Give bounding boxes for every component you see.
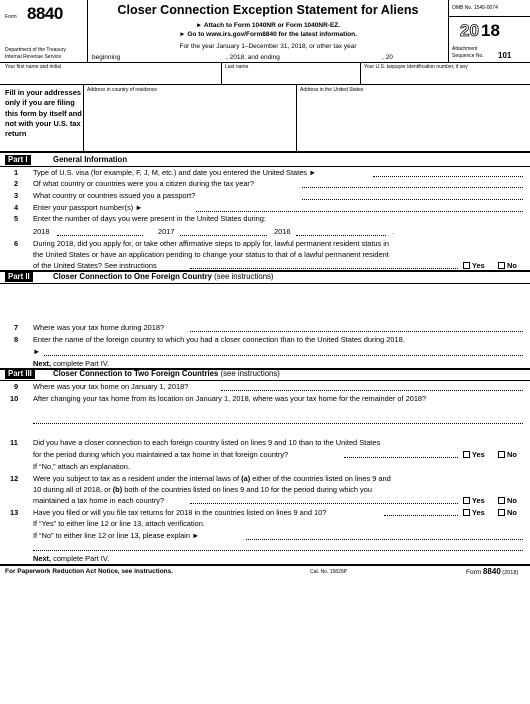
- line8-text: Enter the name of the foreign country to which you had a closer connection than to the United States during 2018.: [33, 335, 405, 344]
- goto-instruction: ► Go to www.irs.gov/Form8840 for the latest information.: [179, 31, 357, 38]
- line13-no-label: No: [507, 508, 517, 517]
- line-number-2: 2: [14, 179, 19, 188]
- line12-leader: [190, 503, 458, 504]
- foreign-address-label: Address in country of residence: [87, 87, 158, 93]
- line9-text: Where was your tax home on January 1, 2018?: [33, 382, 189, 391]
- line12-no-checkbox[interactable]: [498, 497, 505, 504]
- line11-yes-label: Yes: [472, 450, 485, 459]
- line10-text: After changing your tax home from its location on January 1, 2018, where was your tax home for the remainder of 2018?: [33, 394, 427, 403]
- dept-treasury: Department of the Treasury: [5, 47, 66, 53]
- year-bold: 18: [481, 21, 500, 40]
- line2-text: Of what country or countries were you a citizen during the tax year?: [33, 179, 255, 188]
- year-2016-label: 2016: [274, 227, 291, 236]
- line13-text-b: If “Yes” to either line 12 or line 13, attach verification.: [33, 519, 205, 528]
- part1-label: Part I: [5, 155, 31, 165]
- line-number-13: 13: [10, 508, 19, 517]
- line8-arrow: ►: [33, 347, 41, 356]
- line11-text-c: If “No,” attach an explanation.: [33, 462, 130, 471]
- line12-no-label: No: [507, 496, 517, 505]
- line12-yes-checkbox[interactable]: [463, 497, 470, 504]
- line6-yes-label: Yes: [472, 261, 485, 270]
- catalog-number: Cat. No. 15829P: [310, 569, 347, 575]
- line6-text-c: of the United States? See instructions: [33, 261, 157, 270]
- tax-year-text: For the year January 1–December 31, 2018, or other tax year: [179, 43, 357, 50]
- line4-text: Enter your passport number(s) ►: [33, 203, 143, 212]
- last-name-label: Last name: [225, 64, 249, 70]
- days-2017-field[interactable]: [180, 235, 267, 236]
- year-outline: 20: [460, 21, 479, 40]
- form-word: Form: [5, 14, 17, 20]
- line11-no-label: No: [507, 450, 517, 459]
- line1-text: Type of U.S. visa (for example, F, J, M, etc.) and date you entered the United States ►: [33, 168, 317, 177]
- line6-yes-checkbox[interactable]: [463, 262, 470, 269]
- line-number-11: 11: [10, 438, 18, 447]
- part3-title: Closer Connection to Two Foreign Countries (see instructions): [53, 369, 280, 378]
- line6-no-checkbox[interactable]: [498, 262, 505, 269]
- line3-field[interactable]: [302, 199, 523, 200]
- first-name-label: Your first name and initial: [5, 64, 61, 70]
- sequence-label: Sequence No.: [452, 53, 484, 59]
- last-name-field[interactable]: [223, 71, 358, 83]
- year-2017-label: 2017: [158, 227, 175, 236]
- line13-text-a: Have you filed or will you file tax returns for 2018 in the countries listed on lines 9 and 10?: [33, 508, 327, 517]
- line-number-6: 6: [14, 239, 19, 248]
- part1-title: General Information: [53, 155, 128, 164]
- part3-label: Part III: [5, 369, 35, 379]
- line6-text-a: During 2018, did you apply for, or take other affirmative steps to apply for, lawful permanent resident status in: [33, 239, 390, 248]
- line5-text: Enter the number of days you were present in the United States during:: [33, 214, 266, 223]
- line12-text-c: maintained a tax home in each country?: [33, 496, 165, 505]
- sequence-number: 101: [498, 51, 512, 60]
- line-number-5: 5: [14, 214, 19, 223]
- part3-title-note: (see instructions): [220, 369, 280, 378]
- line12-yes-label: Yes: [472, 496, 485, 505]
- line13-explain-field[interactable]: [246, 539, 523, 540]
- first-name-field[interactable]: [4, 71, 219, 83]
- line6-no-label: No: [507, 261, 517, 270]
- line11-leader: [344, 457, 458, 458]
- days-2016-field[interactable]: [296, 235, 386, 236]
- line13-yes-label: Yes: [472, 508, 485, 517]
- beginning-label: beginning: [92, 54, 121, 61]
- line5-period: .: [392, 227, 395, 236]
- form-number: 8840: [27, 4, 63, 23]
- paperwork-notice: For Paperwork Reduction Act Notice, see instructions.: [5, 568, 174, 575]
- days-2018-field[interactable]: [57, 235, 143, 236]
- tin-label: Your U.S. taxpayer identification number, if any: [364, 64, 468, 70]
- line12-text-a: Were you subject to tax as a resident under the internal laws of (a) either of the countries listed on lines 9 and: [33, 474, 391, 483]
- line2-field[interactable]: [302, 187, 523, 188]
- line11-text-b: for the period during which you maintained a tax home in that foreign country?: [33, 450, 289, 459]
- part2-title-note: (see instructions): [214, 272, 274, 281]
- line11-yes-checkbox[interactable]: [463, 451, 470, 458]
- dept-irs: Internal Revenue Service: [5, 54, 62, 60]
- line13-explain-field-2[interactable]: [33, 550, 523, 551]
- line-number-7: 7: [14, 323, 19, 332]
- line6-leader: [190, 268, 458, 269]
- line1-field[interactable]: [373, 176, 523, 177]
- form-title: Closer Connection Exception Statement for Aliens: [117, 3, 419, 17]
- line-number-4: 4: [14, 203, 19, 212]
- line8-field[interactable]: [44, 355, 523, 356]
- foreign-address-field[interactable]: [86, 95, 294, 149]
- comma-20-label: , 20: [382, 54, 393, 61]
- line10-field[interactable]: [33, 423, 523, 424]
- us-address-label: Address in the United States: [300, 87, 364, 93]
- line-number-10: 10: [10, 394, 19, 403]
- attach-instruction: ► Attach to Form 1040NR or Form 1040NR-EZ.: [195, 22, 341, 29]
- line3-text: What country or countries issued you a passport?: [33, 191, 196, 200]
- line6-text-b: the United States or have an application pending to change your status to that of a lawful permanent resident: [33, 250, 389, 259]
- line-number-12: 12: [10, 474, 19, 483]
- us-address-field[interactable]: [299, 95, 527, 149]
- line7-field[interactable]: [190, 331, 523, 332]
- part2-label: Part II: [5, 272, 33, 282]
- line-number-9: 9: [14, 382, 19, 391]
- line13-leader: [384, 515, 458, 516]
- line11-no-checkbox[interactable]: [498, 451, 505, 458]
- footer-form-id: Form 8840 (2018): [466, 567, 519, 576]
- and-ending-label: , 2018, and ending: [226, 54, 280, 61]
- line-number-1: 1: [14, 168, 19, 177]
- line7-text: Where was your tax home during 2018?: [33, 323, 165, 332]
- line11-text-a: Did you have a closer connection to each foreign country listed on lines 9 and 10 than to the United States: [33, 438, 381, 447]
- part2-next: Next, complete Part IV.: [33, 359, 110, 368]
- line13-text-c: If “No” to either line 12 or line 13, please explain ►: [33, 531, 200, 540]
- line13-yes-checkbox[interactable]: [463, 509, 470, 516]
- fill-in-address-note: Fill in your addresses only if you are filing this form by itself and not with your U.S. tax return: [5, 88, 82, 139]
- line-number-8: 8: [14, 335, 19, 344]
- line12-text-b: 10 during all of 2018, or (b) both of the countries listed on lines 9 and 10 for the period during which you: [33, 485, 372, 494]
- tin-field[interactable]: [362, 71, 527, 83]
- line4-field[interactable]: [196, 211, 523, 212]
- part2-title: Closer Connection to One Foreign Country (see instructions): [53, 272, 274, 281]
- part3-next: Next, complete Part IV.: [33, 554, 110, 563]
- attachment-label: Attachment: [452, 46, 478, 52]
- line13-no-checkbox[interactable]: [498, 509, 505, 516]
- line9-field[interactable]: [221, 390, 523, 391]
- omb-number: OMB No. 1545-0074: [452, 5, 498, 11]
- line-number-3: 3: [14, 191, 19, 200]
- year-2018-label: 2018: [33, 227, 50, 236]
